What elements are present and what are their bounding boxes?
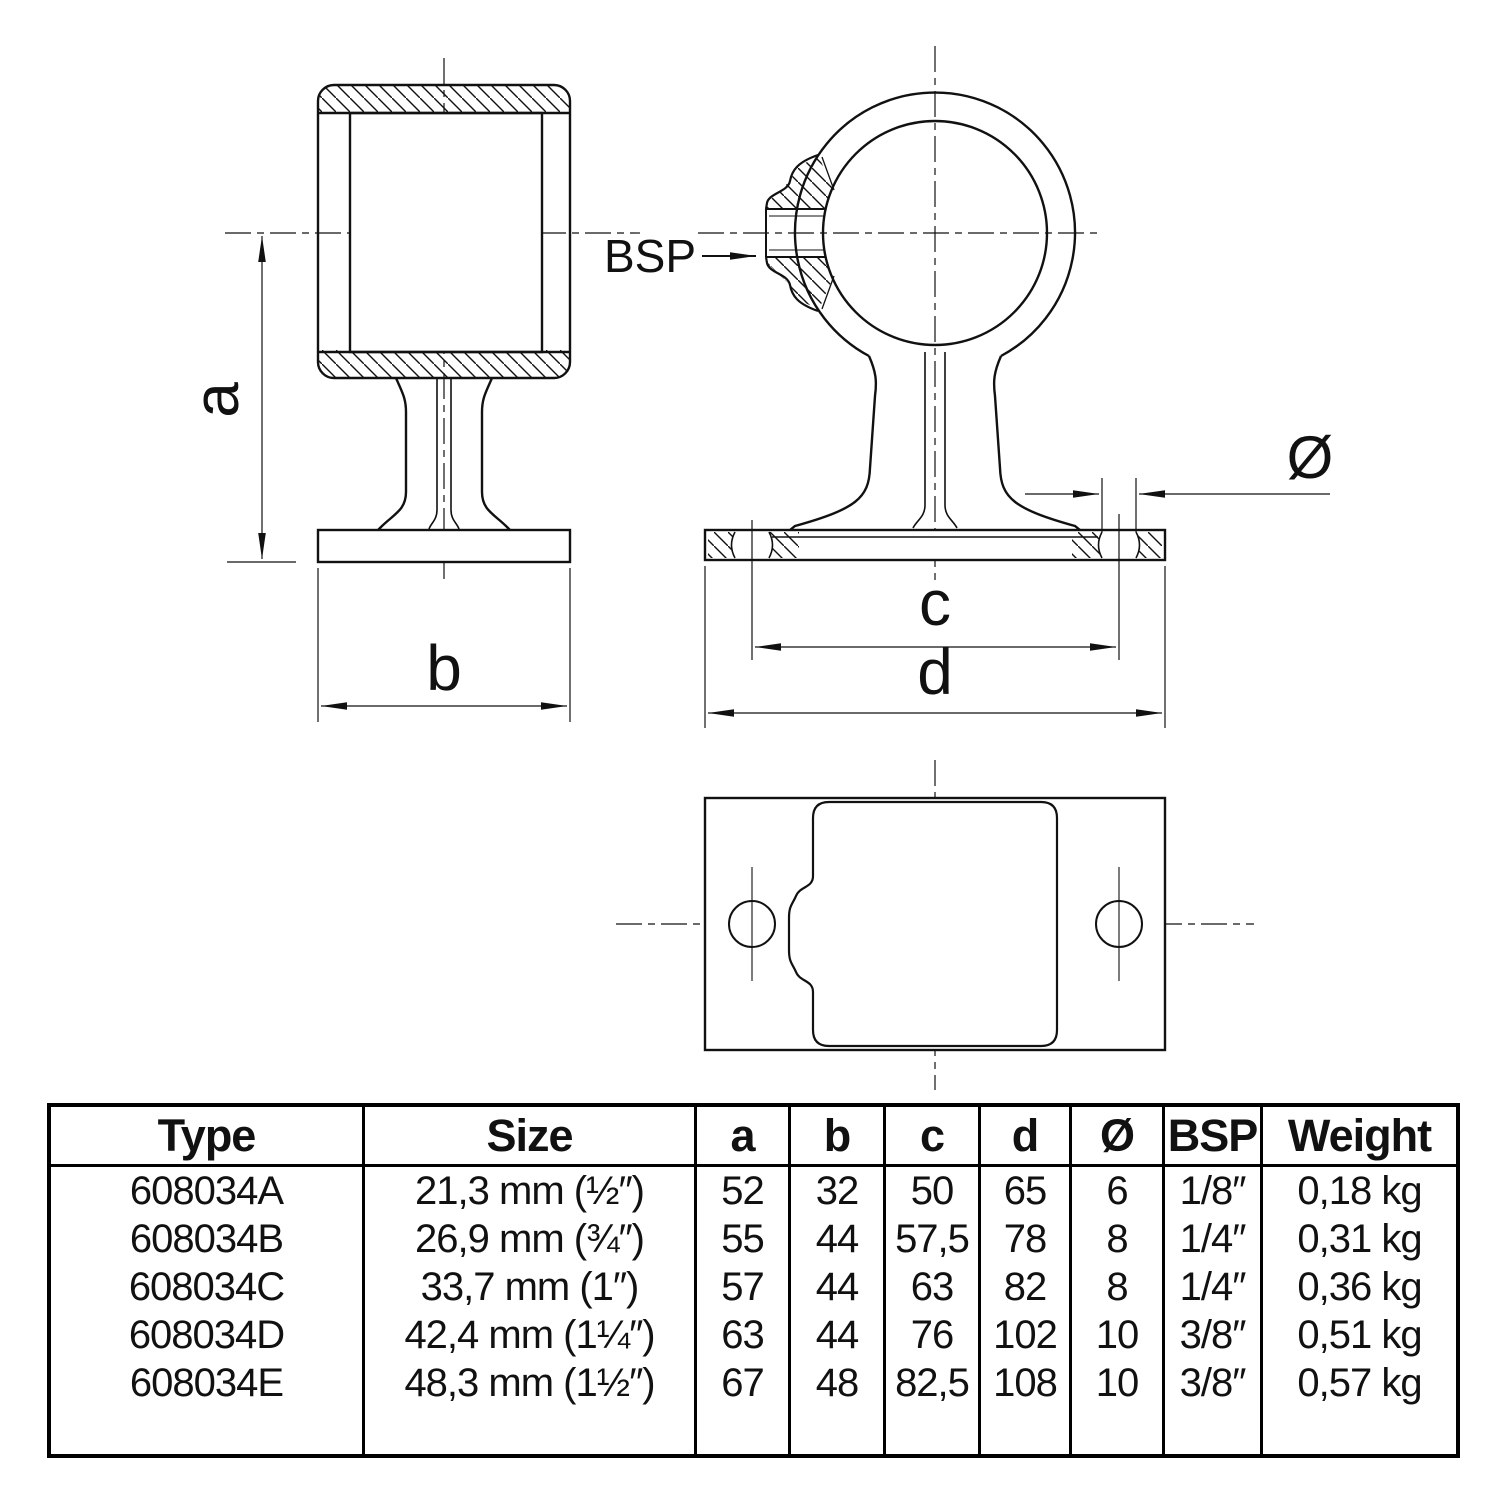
table-cell: 608034E — [51, 1359, 365, 1407]
bsp-label: BSP — [603, 230, 697, 282]
dim-label-a: a — [180, 382, 252, 418]
table-cell: 52 — [697, 1167, 791, 1215]
dimension-a — [180, 236, 296, 562]
dim-label-b: b — [426, 632, 462, 704]
table-cell: 10 — [1072, 1359, 1165, 1407]
dimension-table — [47, 1103, 1460, 1458]
table-cell: 50 — [886, 1167, 981, 1215]
table-cell: 42,4 mm (1¼″) — [365, 1311, 697, 1359]
front-stem-right-outline — [994, 356, 1080, 530]
socket-bottom-wall-hatch — [318, 350, 570, 378]
table-cell: 6 — [1072, 1167, 1165, 1215]
table-cell: 0,18 kg — [1297, 1168, 1422, 1213]
table-header-cell: d — [981, 1107, 1072, 1167]
table-spacer-cell — [791, 1407, 886, 1454]
dimension-b — [318, 568, 570, 722]
socket-bore — [350, 113, 542, 352]
table-cell: 0,51 kg — [1297, 1312, 1422, 1357]
table-spacer-cell — [886, 1407, 981, 1454]
table-cell: 608034B — [51, 1215, 365, 1263]
table-cell: 1/4″ — [1165, 1215, 1263, 1263]
dim-label-c: c — [919, 567, 951, 639]
front-stem-web-left — [913, 352, 925, 528]
table-cell: 48 — [791, 1359, 886, 1407]
socket-top-wall-hatch — [318, 85, 570, 113]
table-cell: 10 — [1072, 1311, 1165, 1359]
table-cell: 65 — [981, 1167, 1072, 1215]
table-header-cell: c — [886, 1107, 981, 1167]
table-cell: 0,31 kg — [1297, 1216, 1422, 1261]
front-stem-left-outline — [790, 356, 876, 530]
table-spacer-cell — [51, 1407, 365, 1454]
table-spacer-cell — [1165, 1407, 1263, 1454]
table-cell: 63 — [886, 1263, 981, 1311]
table-header-cell: b — [791, 1107, 886, 1167]
table-cell: 44 — [791, 1311, 886, 1359]
table-header-cell: Type — [51, 1107, 365, 1167]
table-cell: 608034D — [51, 1311, 365, 1359]
table-spacer-cell — [1263, 1407, 1456, 1454]
table-cell: 3/8″ — [1165, 1311, 1263, 1359]
side-view — [225, 58, 640, 584]
table-cell: 108 — [981, 1359, 1072, 1407]
table-cell: 0,36 kg — [1297, 1264, 1422, 1309]
table-header-cell: Weight — [1263, 1107, 1456, 1167]
front-stem-web-right — [945, 352, 957, 528]
table-cell: 3/8″ — [1165, 1359, 1263, 1407]
side-stem-web-left — [429, 378, 437, 529]
side-stem-web-right — [451, 378, 459, 529]
table-spacer-cell — [1072, 1407, 1165, 1454]
table-cell: 67 — [697, 1359, 791, 1407]
table-cell: 0,57 kg — [1297, 1360, 1422, 1405]
dim-label-diameter: Ø — [1286, 424, 1334, 491]
plan-view — [616, 760, 1254, 1090]
table-header-cell: BSP — [1165, 1107, 1263, 1167]
table-cell: 26,9 mm (¾″) — [365, 1215, 697, 1263]
table-cell: 55 — [697, 1215, 791, 1263]
table-spacer-cell — [365, 1407, 697, 1454]
table-cell: 82,5 — [886, 1359, 981, 1407]
table-cell: 8 — [1072, 1215, 1165, 1263]
table-cell: 48,3 mm (1½″) — [365, 1359, 697, 1407]
table-cell: 63 — [697, 1311, 791, 1359]
table-spacer-cell — [981, 1407, 1072, 1454]
table-header-cell: Size — [365, 1107, 697, 1167]
dimension-diameter — [1025, 424, 1333, 532]
table-cell: 82 — [981, 1263, 1072, 1311]
table-header-cell: Ø — [1072, 1107, 1165, 1167]
table-cell: 21,3 mm (½″) — [365, 1167, 697, 1215]
bsp-callout — [604, 230, 756, 282]
table-cell: 1/4″ — [1165, 1263, 1263, 1311]
table-cell: 32 — [791, 1167, 886, 1215]
dim-label-d: d — [917, 636, 953, 708]
table-cell: 608034C — [51, 1263, 365, 1311]
table-cell: 33,7 mm (1″) — [365, 1263, 697, 1311]
table-spacer-cell — [697, 1407, 791, 1454]
side-stem-right-outline — [482, 378, 510, 530]
table-header-cell: a — [697, 1107, 791, 1167]
table-cell: 8 — [1072, 1263, 1165, 1311]
table-cell: 608034A — [51, 1167, 365, 1215]
front-view — [698, 46, 1165, 586]
table-cell: 57,5 — [886, 1215, 981, 1263]
table-cell: 44 — [791, 1215, 886, 1263]
table-cell: 1/8″ — [1165, 1167, 1263, 1215]
table-cell: 76 — [886, 1311, 981, 1359]
side-base-plate — [318, 530, 570, 562]
table-cell: 102 — [981, 1311, 1072, 1359]
table-cell: 78 — [981, 1215, 1072, 1263]
table-cell: 57 — [697, 1263, 791, 1311]
table-cell: 44 — [791, 1263, 886, 1311]
side-stem-left-outline — [378, 378, 406, 530]
